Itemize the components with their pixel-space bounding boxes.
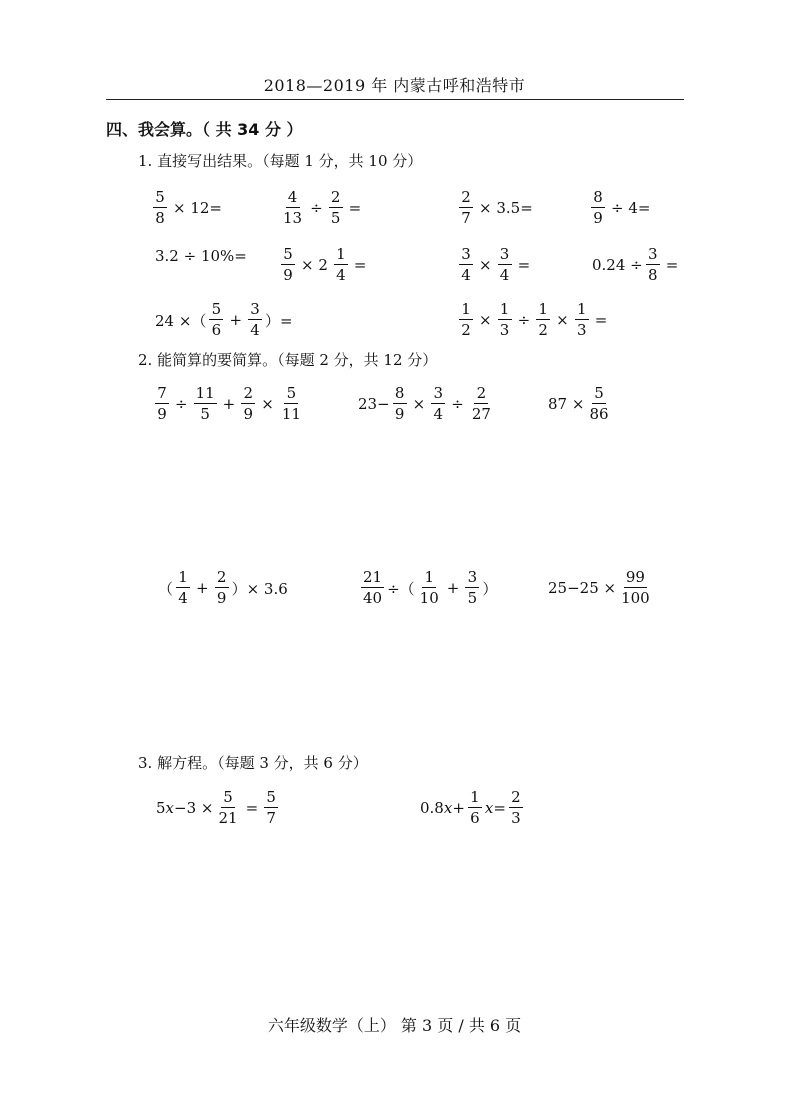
fraction: $\frac{1}{3}$ bbox=[498, 302, 512, 338]
fraction: $\frac{5}{9}$ bbox=[281, 247, 295, 283]
q2-r2-a: （ $\frac{1}{4}$ + $\frac{2}{9}$ ）× 3.6 bbox=[158, 568, 288, 607]
fraction: $\frac{1}{3}$ bbox=[575, 302, 589, 338]
q2-r1-a: $\frac{7}{9}$ ÷ $\frac{11}{5}$ + $\frac{2}{9}$ × $\frac{5}{11}$ bbox=[152, 386, 306, 422]
q1-r1-a: $\frac{5}{8}$ × 12= bbox=[150, 190, 225, 226]
q2-r2-c: 25−25 × $\frac{99}{100}$ bbox=[548, 568, 650, 607]
q1-r2-a: 3.2 ÷ 10%= bbox=[155, 247, 247, 265]
page-footer: 六年级数学（上） 第 3 页 / 共 6 页 bbox=[267, 1016, 522, 1035]
fraction: $\frac{2}{27}$ bbox=[471, 384, 491, 423]
q1-r2-b: $\frac{5}{9}$ × 2 $\frac{1}{4}$ = bbox=[278, 247, 369, 283]
q1-r2-c: $\frac{3}{4}$ × $\frac{3}{4}$ = bbox=[456, 247, 533, 283]
fraction: $\frac{2}{3}$ bbox=[509, 790, 523, 826]
fraction: $\frac{5}{7}$ bbox=[264, 790, 278, 826]
fraction: $\frac{99}{100}$ bbox=[621, 568, 650, 607]
q1-r1-c: $\frac{2}{7}$ × 3.5= bbox=[456, 190, 536, 226]
fraction: $\frac{1}{10}$ bbox=[419, 568, 439, 607]
fraction: $\frac{5}{21}$ bbox=[218, 788, 238, 827]
fraction: $\frac{5}{8}$ bbox=[153, 190, 167, 226]
q1-r3-b: $\frac{1}{2}$ × $\frac{1}{3}$ ÷ $\frac{1}{2}$ × $\frac{1}{3}$ = bbox=[456, 302, 610, 338]
q2-r1-b: 23− $\frac{8}{9}$ × $\frac{3}{4}$ ÷ $\frac{2}{27}$ bbox=[358, 384, 491, 423]
fraction: $\frac{1}{4}$ bbox=[334, 247, 348, 283]
fraction: $\frac{11}{5}$ bbox=[195, 384, 215, 423]
fraction: $\frac{5}{11}$ bbox=[281, 384, 301, 423]
fraction: $\frac{3}{4}$ bbox=[459, 247, 473, 283]
fraction: $\frac{5}{86}$ bbox=[589, 384, 609, 423]
q2-r1-c: 87 × $\frac{5}{86}$ bbox=[548, 384, 609, 423]
fraction: $\frac{2}{9}$ bbox=[241, 386, 255, 422]
fraction: $\frac{3}{5}$ bbox=[465, 570, 479, 606]
header-divider bbox=[106, 99, 684, 100]
fraction: $\frac{3}{4}$ bbox=[498, 247, 512, 283]
fraction: $\frac{5}{6}$ bbox=[209, 302, 223, 338]
page-header: 2018—2019 年 内蒙古呼和浩特市 bbox=[263, 76, 526, 95]
fraction: $\frac{1}{4}$ bbox=[176, 570, 190, 606]
fraction: $\frac{1}{2}$ bbox=[536, 302, 550, 338]
q1-r1-b: $\frac{4}{13}$ ÷ $\frac{2}{5}$ = bbox=[283, 188, 362, 227]
q3-title: 3. 解方程。（每题 3 分，共 6 分） bbox=[138, 754, 368, 772]
fraction: $\frac{1}{2}$ bbox=[459, 302, 473, 338]
q1-title: 1. 直接写出结果。（每题 1 分，共 10 分） bbox=[138, 152, 423, 170]
fraction: $\frac{2}{9}$ bbox=[215, 570, 229, 606]
q1-r2-d: 0.24 ÷ $\frac{3}{8}$ = bbox=[592, 245, 679, 284]
fraction: $\frac{2}{5}$ bbox=[329, 190, 343, 226]
fraction: $\frac{1}{6}$ bbox=[468, 790, 482, 826]
fraction: $\frac{3}{8}$ bbox=[646, 247, 660, 283]
fraction: $\frac{3}{4}$ bbox=[431, 386, 445, 422]
q1-r1-d: $\frac{8}{9}$ ÷ 4= bbox=[588, 190, 653, 226]
fraction: $\frac{8}{9}$ bbox=[393, 386, 407, 422]
section-title: 四、我会算。（ 共 34 分 ） bbox=[106, 120, 303, 139]
fraction: $\frac{7}{9}$ bbox=[155, 386, 169, 422]
fraction: $\frac{21}{40}$ bbox=[363, 568, 383, 607]
fraction: $\frac{8}{9}$ bbox=[591, 190, 605, 226]
q2-title: 2. 能简算的要简算。（每题 2 分，共 12 分） bbox=[138, 351, 438, 369]
fraction: $\frac{3}{4}$ bbox=[248, 302, 262, 338]
q1-r3-a: 24 ×（ $\frac{5}{6}$ + $\frac{3}{4}$ ）= bbox=[155, 300, 293, 339]
q3-a: 5 x −3 × $\frac{5}{21}$ = $\frac{5}{7}$ bbox=[156, 790, 281, 826]
q3-b: 0.8 x + $\frac{1}{6}$ x = $\frac{2}{3}$ bbox=[420, 790, 526, 826]
q2-r2-b: $\frac{21}{40}$ ÷（ $\frac{1}{10}$ + $\frac{3}{5}$ ） bbox=[363, 568, 498, 607]
fraction: $\frac{4}{13}$ bbox=[283, 188, 303, 227]
fraction: $\frac{2}{7}$ bbox=[459, 190, 473, 226]
